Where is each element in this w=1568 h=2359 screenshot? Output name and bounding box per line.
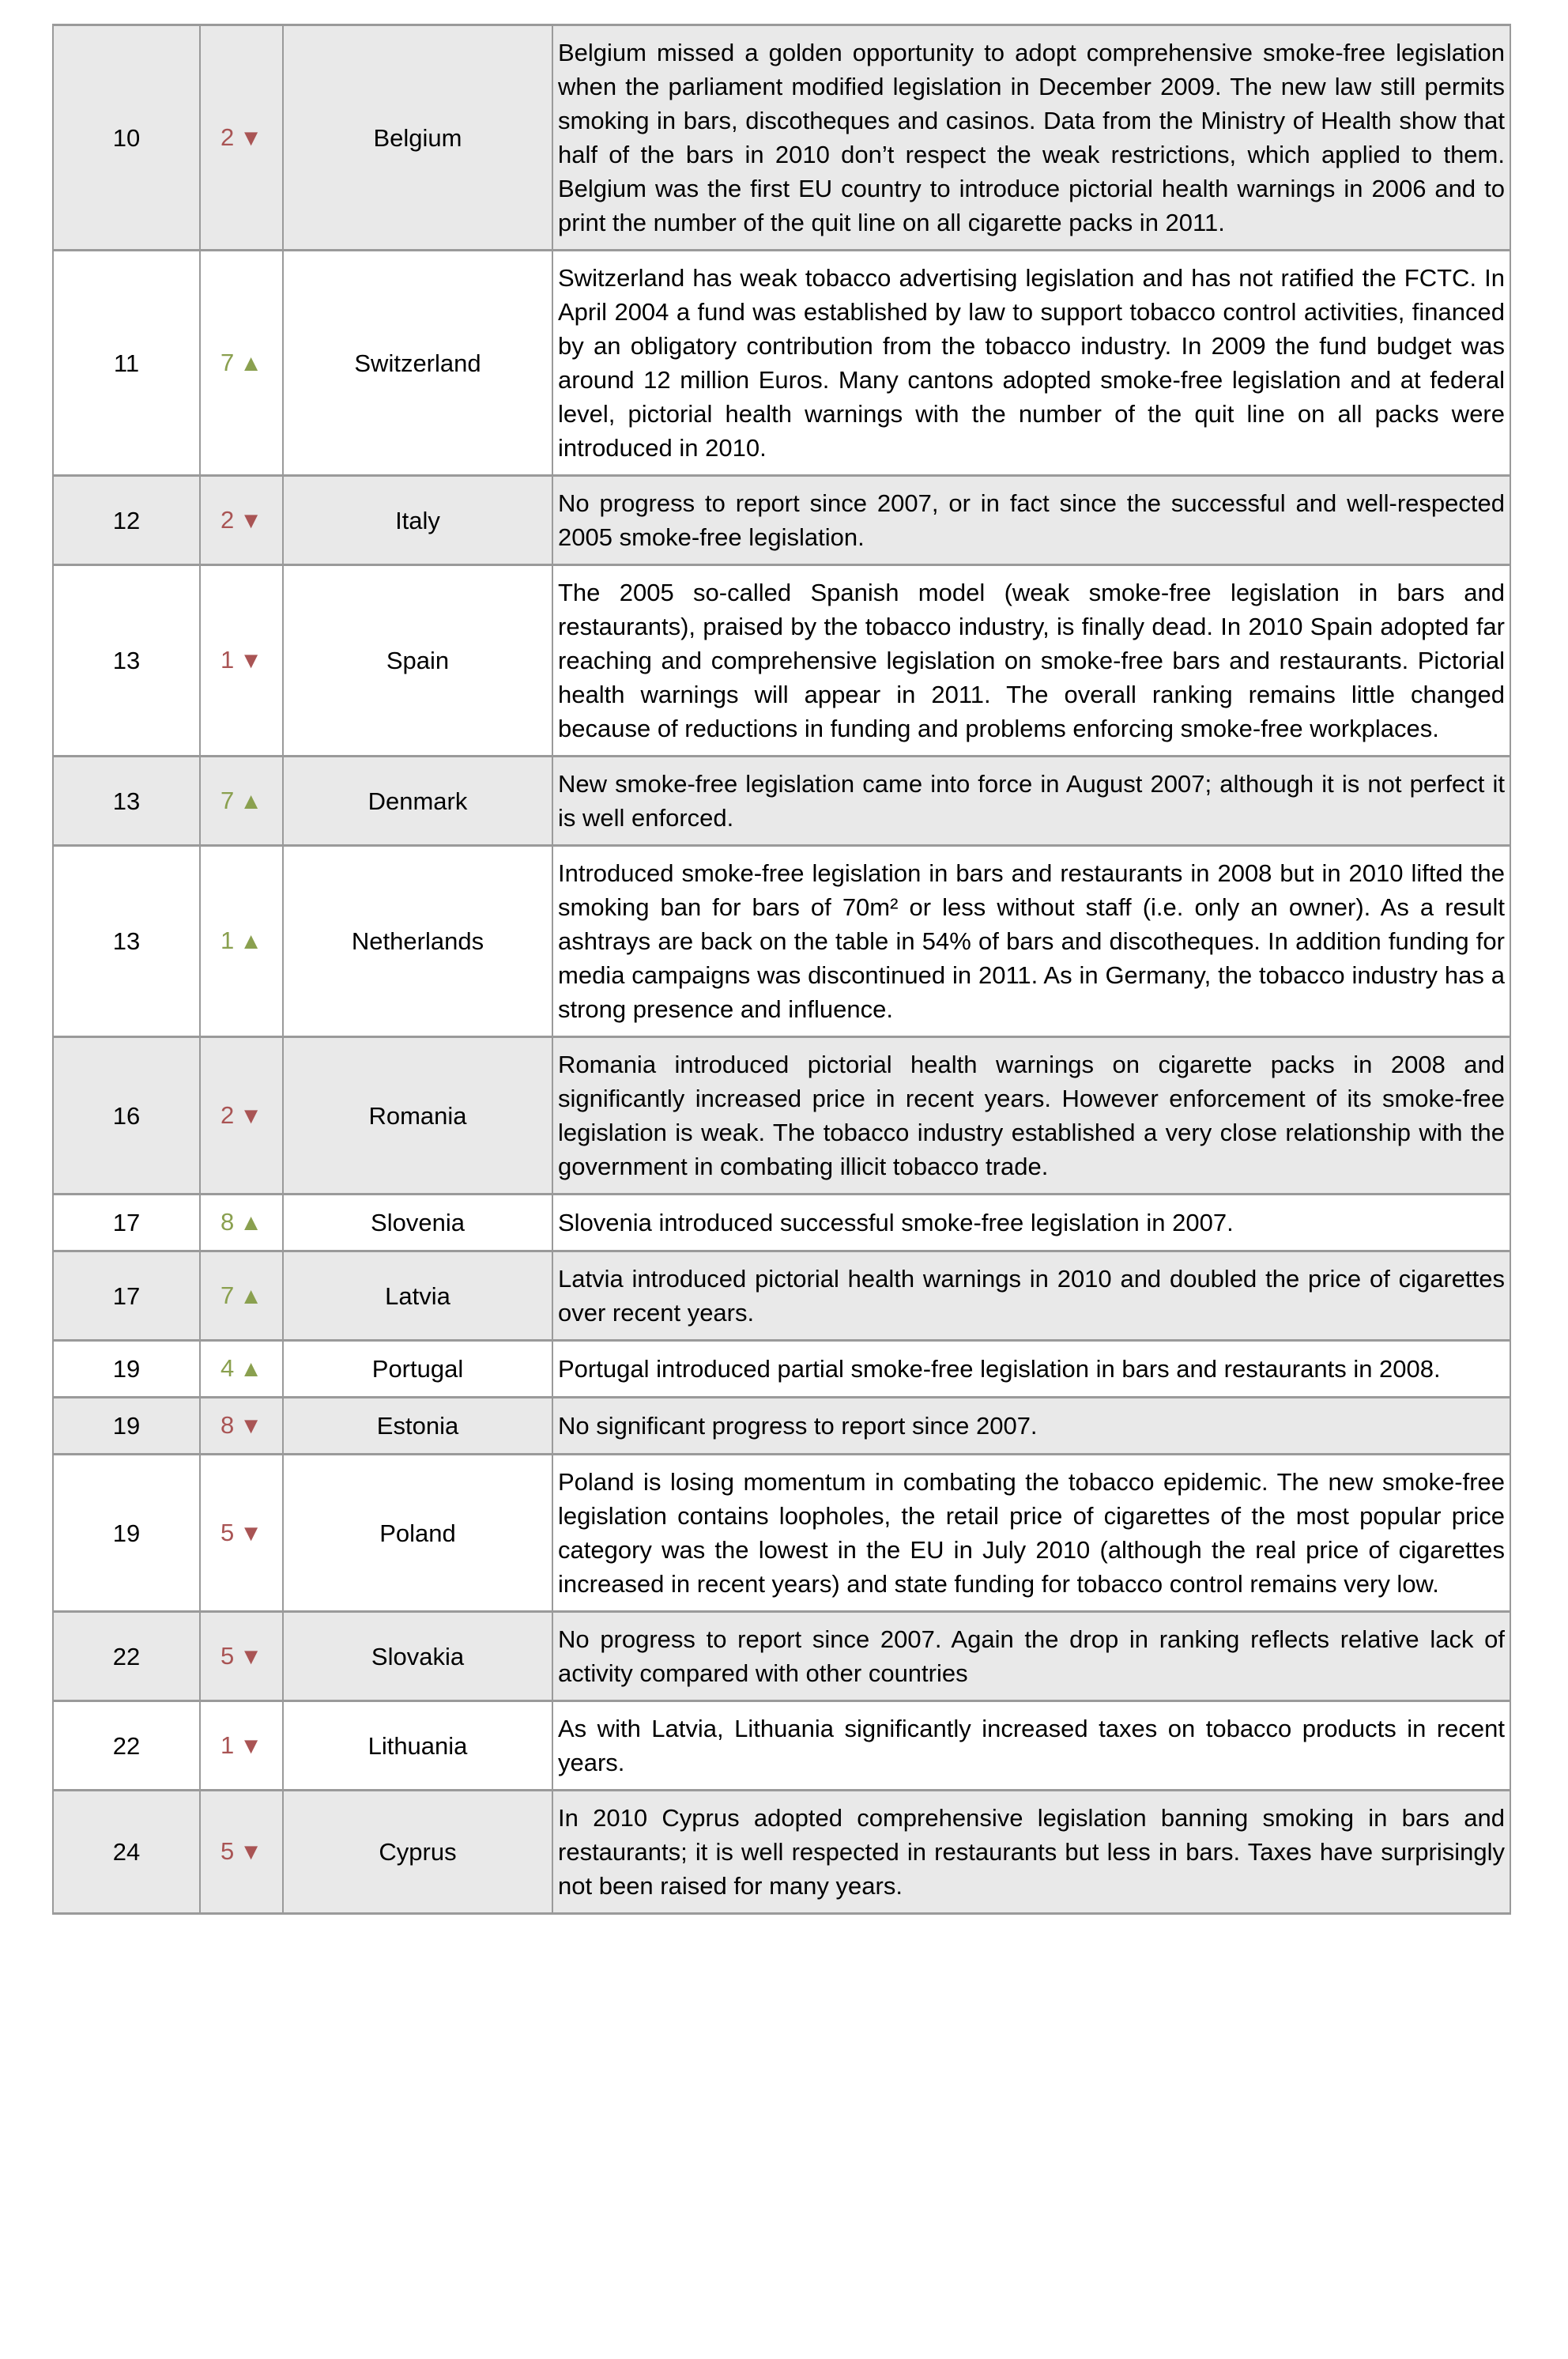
arrow-down-icon: ▼ xyxy=(239,1414,262,1439)
table-row xyxy=(53,1455,1510,1612)
description-cell: No progress to report since 2007. Again the drop in ranking reflects relative lack of activity compared with other countries xyxy=(552,1612,1510,1701)
country-cell: Portugal xyxy=(283,1341,552,1398)
arrow-up-icon: ▲ xyxy=(239,1357,262,1382)
country-cell: Estonia xyxy=(283,1398,552,1455)
rank-cell: 24 xyxy=(53,1791,200,1914)
description-cell: New smoke-free legislation came into force in August 2007; although it is not perfect it is well enforced. xyxy=(552,757,1510,846)
rank-cell: 10 xyxy=(53,25,200,251)
country-cell: Cyprus xyxy=(283,1791,552,1914)
country-cell: Romania xyxy=(283,1037,552,1195)
change-cell xyxy=(200,1455,283,1612)
arrow-up-icon: ▲ xyxy=(239,350,262,376)
rank-cell: 12 xyxy=(53,476,200,565)
change-value: 2 xyxy=(220,123,235,151)
table-row xyxy=(53,1251,1510,1341)
table-row xyxy=(53,1612,1510,1701)
rank-cell: 19 xyxy=(53,1341,200,1398)
table-row xyxy=(53,757,1510,846)
table-row xyxy=(53,1701,1510,1791)
rank-cell: 19 xyxy=(53,1455,200,1612)
change-value: 7 xyxy=(220,786,235,814)
arrow-down-icon: ▼ xyxy=(239,1644,262,1670)
country-cell: Slovenia xyxy=(283,1195,552,1251)
description-cell: Slovenia introduced successful smoke-free legislation in 2007. xyxy=(552,1195,1510,1251)
change-cell xyxy=(200,565,283,757)
arrow-down-icon: ▼ xyxy=(239,1840,262,1865)
country-cell: Switzerland xyxy=(283,251,552,476)
description-cell: Portugal introduced partial smoke-free legislation in bars and restaurants in 2008. xyxy=(552,1341,1510,1398)
country-cell: Latvia xyxy=(283,1251,552,1341)
rank-cell: 11 xyxy=(53,251,200,476)
change-cell xyxy=(200,1791,283,1914)
rank-cell: 22 xyxy=(53,1701,200,1791)
arrow-down-icon: ▼ xyxy=(239,1103,262,1129)
change-cell xyxy=(200,757,283,846)
table-row xyxy=(53,1398,1510,1455)
rank-cell: 17 xyxy=(53,1251,200,1341)
change-cell xyxy=(200,1398,283,1455)
change-value: 2 xyxy=(220,1100,235,1129)
arrow-down-icon: ▼ xyxy=(239,1733,262,1759)
change-cell xyxy=(200,251,283,476)
table-row xyxy=(53,1195,1510,1251)
change-value: 1 xyxy=(220,1731,235,1759)
rank-cell: 19 xyxy=(53,1398,200,1455)
table-row xyxy=(53,25,1510,251)
table-row xyxy=(53,251,1510,476)
description-cell: No significant progress to report since 2007. xyxy=(552,1398,1510,1455)
change-value: 4 xyxy=(220,1354,235,1382)
change-cell xyxy=(200,1037,283,1195)
ranking-table-body xyxy=(53,25,1510,1914)
country-cell: Netherlands xyxy=(283,846,552,1037)
description-cell: Latvia introduced pictorial health warnings in 2010 and doubled the price of cigarettes over recent years. xyxy=(552,1251,1510,1341)
change-cell xyxy=(200,1701,283,1791)
rank-cell: 13 xyxy=(53,757,200,846)
change-value: 7 xyxy=(220,348,235,376)
arrow-up-icon: ▲ xyxy=(239,1283,262,1309)
rank-cell: 22 xyxy=(53,1612,200,1701)
rank-cell: 17 xyxy=(53,1195,200,1251)
arrow-down-icon: ▼ xyxy=(239,508,262,534)
country-cell: Denmark xyxy=(283,757,552,846)
description-cell: As with Latvia, Lithuania significantly increased taxes on tobacco products in recent years. xyxy=(552,1701,1510,1791)
country-cell: Lithuania xyxy=(283,1701,552,1791)
rank-cell: 13 xyxy=(53,565,200,757)
change-value: 5 xyxy=(220,1837,235,1865)
arrow-up-icon: ▲ xyxy=(239,1210,262,1236)
ranking-table xyxy=(52,24,1511,1915)
change-value: 1 xyxy=(220,927,235,954)
description-cell: In 2010 Cyprus adopted comprehensive legislation banning smoking in bars and restaurants; it is well respected in restaurants but less in bars. Taxes have surprisingly not been raised for many years. xyxy=(552,1791,1510,1914)
table-row xyxy=(53,846,1510,1037)
country-cell: Spain xyxy=(283,565,552,757)
description-cell: The 2005 so-called Spanish model (weak smoke-free legislation in bars and restaurants), praised by the tobacco industry, is finally dead. In 2010 Spain adopted far reaching and comprehensive legislation on smoke-free bars and restaurants. Pictorial health warnings will appear in 2011. The overall ranking remains little changed because of reductions in funding and problems enforcing smoke-free workplaces. xyxy=(552,565,1510,757)
rank-cell: 16 xyxy=(53,1037,200,1195)
description-cell: No progress to report since 2007, or in fact since the successful and well-respected 2005 smoke-free legislation. xyxy=(552,476,1510,565)
change-value: 1 xyxy=(220,646,235,674)
change-value: 8 xyxy=(220,1208,235,1236)
change-cell xyxy=(200,25,283,251)
arrow-down-icon: ▼ xyxy=(239,1520,262,1546)
table-row xyxy=(53,565,1510,757)
table-row xyxy=(53,476,1510,565)
change-cell xyxy=(200,1195,283,1251)
change-value: 7 xyxy=(220,1281,235,1309)
arrow-down-icon: ▼ xyxy=(239,648,262,674)
change-cell xyxy=(200,1251,283,1341)
country-cell: Italy xyxy=(283,476,552,565)
change-cell xyxy=(200,846,283,1037)
arrow-up-icon: ▲ xyxy=(239,929,262,954)
description-cell: Switzerland has weak tobacco advertising legislation and has not ratified the FCTC. In April 2004 a fund was established by law to support tobacco control activities, financed by an obligatory contribution from the tobacco industry. In 2009 the fund budget was around 12 million Euros. Many cantons adopted smoke-free legislation and at federal level, pictorial health warnings with the number of the quit line on all packs were introduced in 2010. xyxy=(552,251,1510,476)
change-value: 8 xyxy=(220,1411,235,1439)
description-cell: Belgium missed a golden opportunity to adopt comprehensive smoke-free legislation when the parliament modified legislation in December 2009. The new law still permits smoking in bars, discotheques and casinos. Data from the Ministry of Health show that half of the bars in 2010 don’t respect the weak restrictions, which applied to them. Belgium was the first EU country to introduce pictorial health warnings in 2006 and to print the number of the quit line on all cigarette packs in 2011. xyxy=(552,25,1510,251)
country-cell: Belgium xyxy=(283,25,552,251)
change-value: 2 xyxy=(220,505,235,534)
change-cell xyxy=(200,476,283,565)
change-value: 5 xyxy=(220,1641,235,1670)
change-cell xyxy=(200,1341,283,1398)
table-row xyxy=(53,1791,1510,1914)
country-cell: Poland xyxy=(283,1455,552,1612)
table-row xyxy=(53,1037,1510,1195)
description-cell: Romania introduced pictorial health warnings on cigarette packs in 2008 and significantly increased price in recent years. However enforcement of its smoke-free legislation is weak. The tobacco industry established a very close relationship with the government in combating illicit tobacco trade. xyxy=(552,1037,1510,1195)
arrow-up-icon: ▲ xyxy=(239,788,262,814)
description-cell: Introduced smoke-free legislation in bars and restaurants in 2008 but in 2010 lifted the smoking ban for bars of 70m² or less without staff (i.e. only an owner). As a result ashtrays are back on the table in 54% of bars and discotheques. In addition funding for media campaigns was discontinued in 2011. As in Germany, the tobacco industry has a strong presence and influence. xyxy=(552,846,1510,1037)
rank-cell: 13 xyxy=(53,846,200,1037)
arrow-down-icon: ▼ xyxy=(239,125,262,151)
change-cell xyxy=(200,1612,283,1701)
change-value: 5 xyxy=(220,1518,235,1546)
description-cell: Poland is losing momentum in combating the tobacco epidemic. The new smoke-free legislation contains loopholes, the retail price of cigarettes of the most popular price category was the lowest in the EU in July 2010 (although the real price of cigarettes increased in recent years) and state funding for tobacco control remains very low. xyxy=(552,1455,1510,1612)
table-row xyxy=(53,1341,1510,1398)
country-cell: Slovakia xyxy=(283,1612,552,1701)
